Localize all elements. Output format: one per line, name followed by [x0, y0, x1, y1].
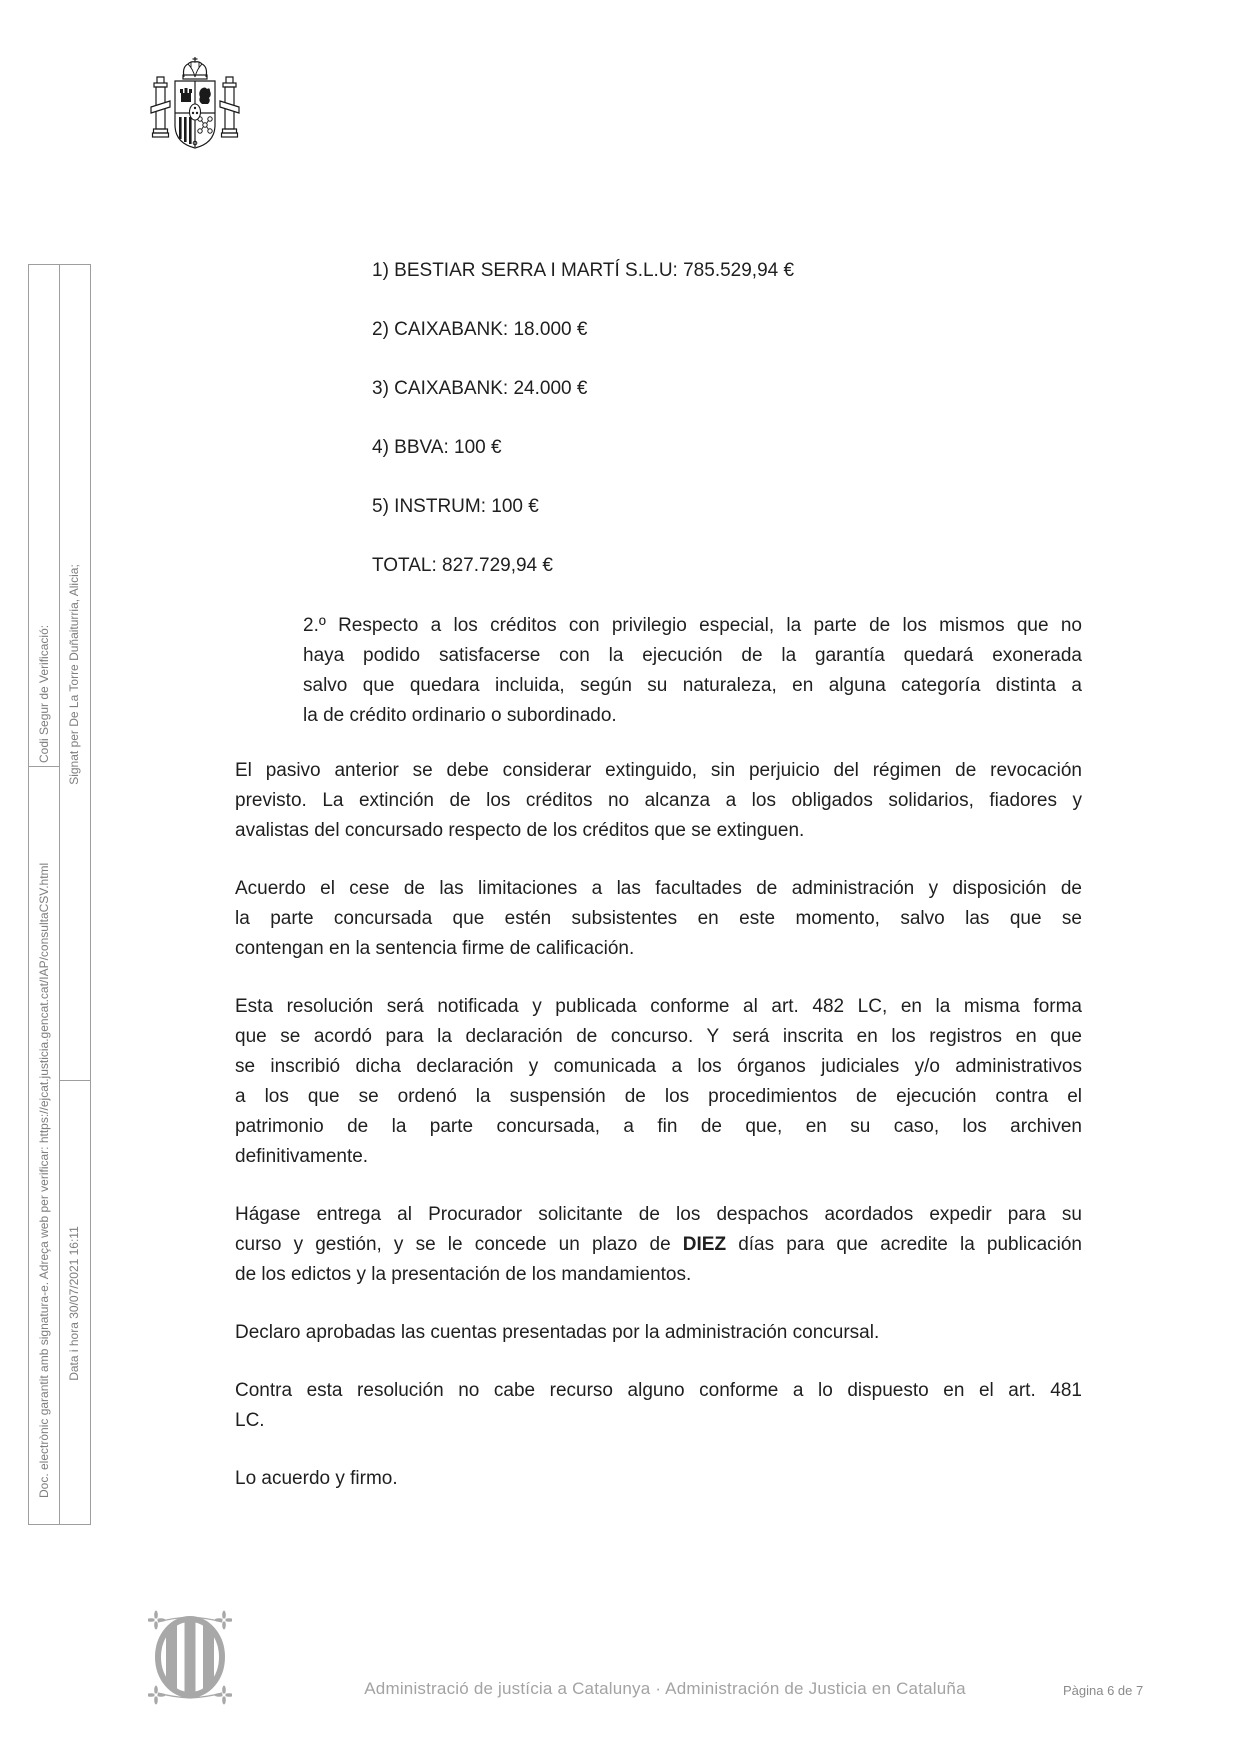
sidebar-cell-datetime [59, 1080, 91, 1525]
paragraph-cuentas-aprobadas [235, 1318, 1082, 1348]
paragraph-line: Esta resolución será notificada y publicada conforme al art. 482 LC, en la misma forma [235, 996, 1082, 1017]
paragraph-sin-recurso [235, 1376, 1082, 1436]
credit-list-item: 1) BESTIAR SERRA I MARTÍ S.L.U: 785.529,94 € [372, 260, 795, 281]
paragraph-line: Declaro aprobadas las cuentas presentadas por la administración concursal. [235, 1322, 880, 1343]
paragraph-line: la parte concursada que estén subsistentes en este momento, salvo las que se [235, 908, 1082, 929]
paragraph-line: Hágase entrega al Procurador solicitante de los despachos acordados expedir para su [235, 1204, 1082, 1225]
paragraph-notificacion [235, 992, 1082, 1172]
credit-list-item: 3) CAIXABANK: 24.000 € [372, 378, 588, 399]
sidebar-cell-doc-verification [28, 766, 62, 1525]
paragraph-line: LC. [235, 1410, 265, 1431]
footer-administration-text: Administració de justícia a Catalunya · Administración de Justicia en Cataluña [364, 1679, 966, 1698]
paragraph-line [235, 1230, 1082, 1260]
signature-datetime: Data i hora 30/07/2021 16:11 [67, 1226, 81, 1381]
sidebar-cell-signed-by [59, 264, 91, 1083]
generalitat-catalunya-seal-icon [148, 1608, 232, 1707]
paragraph-line: previsto. La extinción de los créditos no alcanza a los obligados solidarios, fiadores y [235, 790, 1082, 811]
paragraph-cese-limitaciones [235, 874, 1082, 964]
paragraph-line: definitivamente. [235, 1146, 369, 1167]
paragraph-line: patrimonio de la parte concursada, a fin de que, en su caso, los archiven [235, 1116, 1082, 1137]
sidebar-cell-csv-label [28, 264, 62, 769]
paragraph-line: 2.º Respecto a los créditos con privilegio especial, la parte de los mismos que no [303, 615, 1082, 636]
credit-list-item: 4) BBVA: 100 € [372, 437, 502, 458]
signed-by-text: Signat per De La Torre Duñaiturria, Alicia; [67, 564, 81, 785]
credit-list [372, 256, 1092, 610]
credit-list-item: 2) CAIXABANK: 18.000 € [372, 319, 588, 340]
paragraph-line: se inscribió dicha declaración y comunicada a los órganos judiciales y/o administrativos [235, 1056, 1082, 1077]
credit-list-item: 5) INSTRUM: 100 € [372, 496, 539, 517]
paragraph-line: que se acordó para la declaración de concurso. Y será inscrita en los registros en que [235, 1026, 1082, 1047]
spain-coat-of-arms-icon [149, 55, 241, 160]
paragraph-line: a los que se ordenó la suspensión de los procedimientos de ejecución contra el [235, 1086, 1082, 1107]
line-text: días para que acredite la publicación [726, 1234, 1082, 1255]
paragraph-pasivo-extinguido [235, 756, 1082, 846]
paragraph-firma [235, 1464, 1082, 1494]
paragraph-privilegio-especial [303, 611, 1082, 731]
paragraph-line: salvo que quedara incluida, según su naturaleza, en alguna categoría distinta a [303, 675, 1082, 696]
paragraph-line: Lo acuerdo y firmo. [235, 1468, 398, 1489]
paragraph-line: la de crédito ordinario o subordinado. [303, 705, 617, 726]
paragraph-line: de los edictos y la presentación de los mandamientos. [235, 1264, 692, 1285]
credit-list-total: TOTAL: 827.729,94 € [372, 555, 553, 576]
doc-verification-text: Doc. electrònic garantit amb signatura-e. Adreça web per verificar: https://ejcat.justicia.gencat.cat/IAP/consultaCSV.html [37, 862, 51, 1498]
paragraph-line: contengan en la sentencia firme de calificación. [235, 938, 635, 959]
paragraph-line: haya podido satisfacerse con la ejecución de la garantía quedará exonerada [303, 645, 1082, 666]
line-text: curso y gestión, y se le concede un plazo de [235, 1234, 683, 1255]
paragraph-line: El pasivo anterior se debe considerar extinguido, sin perjuicio del régimen de revocación [235, 760, 1082, 781]
paragraph-line: avalistas del concursado respecto de los créditos que se extinguen. [235, 820, 805, 841]
csv-label: Codi Segur de Verificació: [37, 624, 51, 763]
paragraph-entrega-procurador [235, 1200, 1082, 1290]
page-number: Pàgina 6 de 7 [1063, 1683, 1144, 1698]
bold-term: DIEZ [682, 1234, 727, 1255]
paragraph-line: Contra esta resolución no cabe recurso alguno conforme a lo dispuesto en el art. 481 [235, 1380, 1082, 1401]
paragraph-line: Acuerdo el cese de las limitaciones a las facultades de administración y disposición de [235, 878, 1082, 899]
